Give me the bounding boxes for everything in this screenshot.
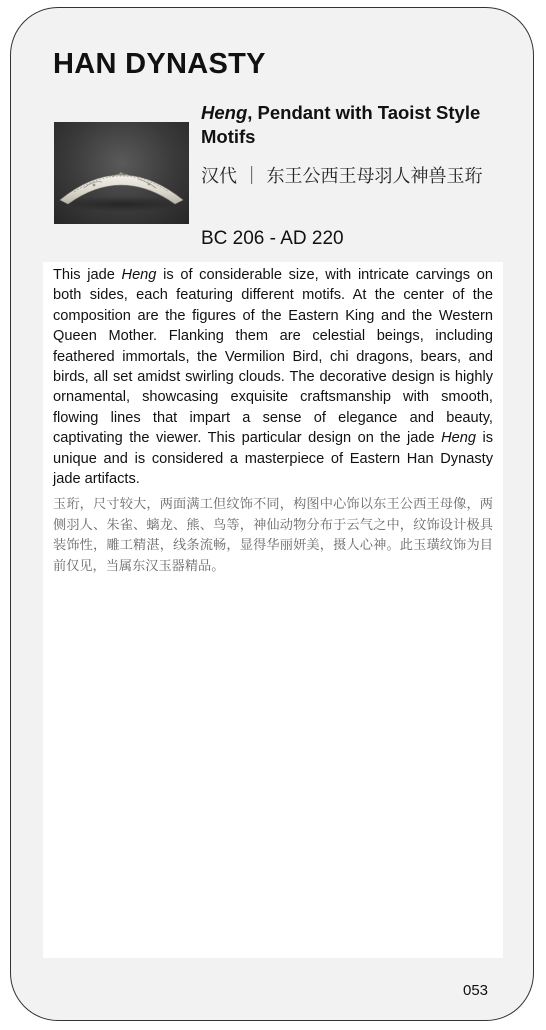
description-panel: [43, 262, 503, 958]
page-number: 053: [463, 982, 489, 999]
description-chinese: 玉珩，尺寸较大，两面满工但纹饰不同，构图中心饰以东王公西王母像，两侧羽人、朱雀、螭龙、熊、鸟等，神仙动物分布于云气之中，纹饰设计极具装饰性，雕工精湛，线条流畅，显得华丽妍美，摄人心神。此玉璜纹饰为目前仅见，当属东汉玉器精品。: [53, 497, 493, 574]
item-title-italic: Heng: [201, 102, 248, 123]
item-title-chinese: 汉代 ｜ 东王公西王母羽人神兽玉珩: [201, 166, 483, 187]
jade-pendant-illustration: [54, 122, 189, 224]
description-english: [53, 265, 493, 489]
artifact-image: [54, 122, 189, 224]
description-term: Heng: [121, 267, 157, 283]
description-text: is of considerable size, with intricate carvings on both sides, each featuring different motifs. At the center of the composition are the figures of the Eastern King and the Western Queen Mother. Flanking them are celestial beings, including feathered immortals, the Vermilion Bird, chi dragons, bears, and birds, all set amidst swirling clouds. The decorative design is highly ornamental, showcasing exquisite craftsmanship with smooth, flowing lines that impart a sense of elegance and beauty, captivating the viewer. This particular design on the jade: [53, 267, 493, 447]
description-term: Heng: [441, 430, 476, 447]
catalog-card: [10, 7, 534, 1021]
description-text: is unique and is considered a masterpiece of Eastern Han Dynasty jade artifacts.: [53, 430, 494, 488]
dynasty-title: HAN DYNASTY: [53, 48, 266, 80]
description-text: This jade: [53, 267, 122, 283]
item-title-rest: , Pendant with Taoist Style Motifs: [201, 102, 481, 147]
item-title: [201, 101, 501, 149]
item-date: BC 206 - AD 220: [201, 228, 344, 249]
